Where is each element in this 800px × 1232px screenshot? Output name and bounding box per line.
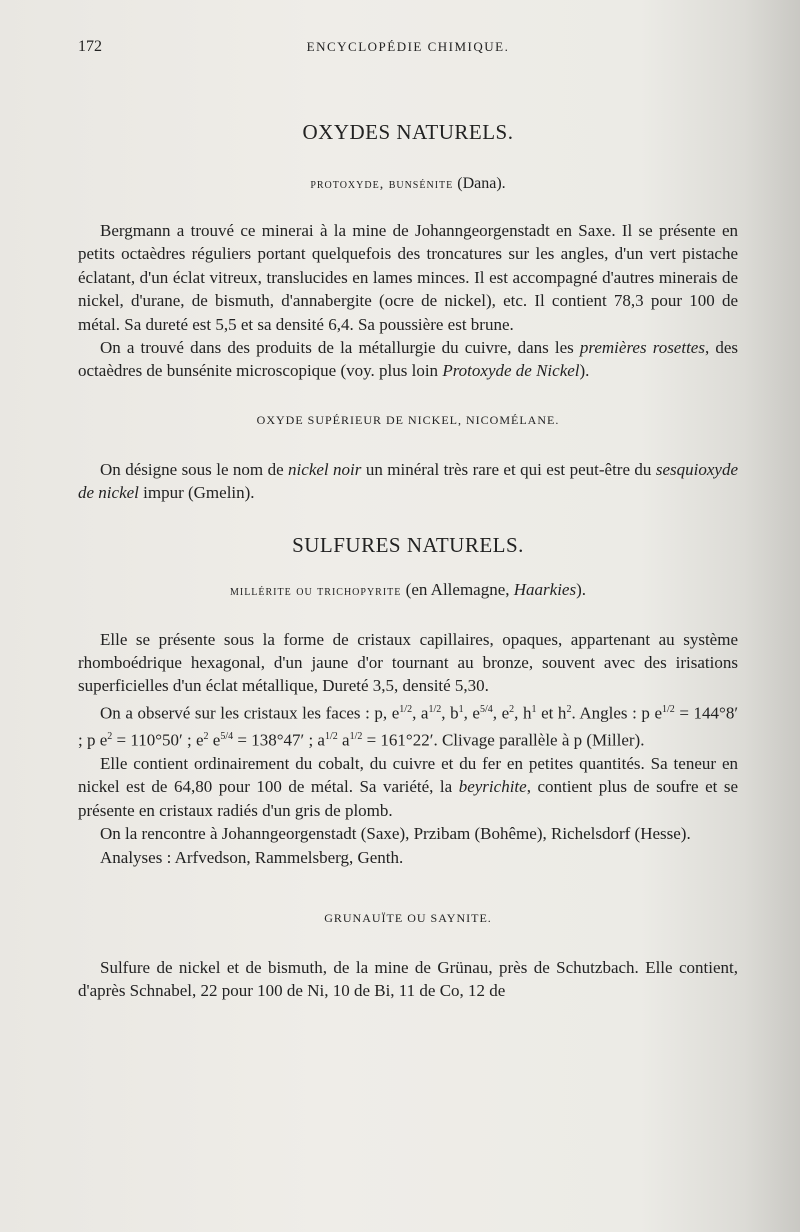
subsection-title-bunsenite (78, 175, 738, 193)
text-run: On a trouvé dans des produits de la métallurgie du cuivre, dans les (100, 338, 580, 358)
paragraph-millerite-faces (78, 698, 738, 752)
superscript: 1/2 (324, 730, 338, 742)
italic-text: beyrichite (458, 777, 527, 797)
superscript: 2 (107, 730, 113, 742)
paragraph-millerite-description: Elle se présente sous la forme de cristaux capillaires, opaques, appartenant au système rhomboédrique hexagonal, d'un jaune d'or tournant au bronze, souvent avec des irisations superficielles d'un éclat métallique, Dureté 3,5, densité 5,30. (78, 629, 738, 696)
section-title-oxydes: OXYDES NATURELS. (302, 120, 514, 144)
text-run: , e (492, 703, 510, 723)
text-run: = 144°8′ ; p e (78, 703, 739, 750)
paragraph-nickel-noir (78, 458, 738, 505)
superscript: 1/2 (428, 703, 442, 715)
subsection-title-nicomelane: OXYDE SUPÉRIEUR DE NICKEL, NICOMÉLANE. (256, 412, 560, 427)
subsection-title-rest: (Dana). (453, 175, 506, 192)
superscript: 1/2 (349, 730, 363, 742)
italic-text: premières rosettes (579, 338, 705, 358)
text-run: , contient plus de soufre et se présente en cristaux radiés d'un gris de plomb. (78, 777, 739, 820)
text-run: e (208, 730, 221, 750)
section-title-sulfures: SULFURES NATURELS. (292, 532, 524, 557)
text-run: = 161°22′. Clivage parallèle à p (Miller). (362, 730, 645, 750)
book-page (78, 38, 738, 1003)
text-run: = 110°50′ ; e (112, 730, 204, 750)
text-run: , e (463, 703, 480, 723)
superscript: 2 (566, 703, 572, 715)
text-run: ). (576, 579, 587, 599)
paragraph-grunauite: Sulfure de nickel et de bismuth, de la mine de Grünau, près de Schutzbach. Elle contient, d'après Schnabel, 22 pour 100 de Ni, 10 de Bi, 11 de Co, 12 de (78, 958, 738, 1001)
subsection-title-grunauite: GRUNAUÏTE OU SAYNITE. (324, 911, 492, 926)
text-run: , b (441, 703, 459, 723)
paragraph-bunsenite-description: Bergmann a trouvé ce minerai à la mine de Johanngeorgenstadt en Saxe. Il se présente en petits octaèdres réguliers portant quelquefois des troncatures sur les angles, d'un vert pistache éclatant, d'un éclat vitreux, translucides en lames minces. Il est accompagné d'autres minerais de nickel, d'urane, de bismuth, d'annabergite (ocre de nickel), etc. Il contient 78,3 pour 100 de métal. Sa dureté est 5,5 et sa densité 6,4. Sa poussière est brune. (78, 221, 738, 334)
superscript: 2 (203, 730, 209, 742)
superscript: 1/2 (662, 703, 675, 715)
page-number: 172 (78, 38, 102, 55)
superscript: 5/4 (220, 730, 234, 742)
subsection-title-sc: millérite ou trichopyrite (229, 583, 402, 599)
superscript: 1/2 (399, 703, 413, 715)
italic-text: Protoxyde de Nickel (442, 361, 580, 381)
paragraph-millerite-localities: On la rencontre à Johanngeorgenstadt (Saxe), Przibam (Bohême), Richelsdorf (Hesse). (100, 824, 691, 844)
text-run: impur (Gmelin). (138, 483, 255, 503)
text-run: On a observé sur les cristaux les faces : p, e (100, 703, 400, 723)
superscript: 2 (509, 703, 515, 715)
text-run: , des octaèdres de bunsénite microscopique (voy. plus loin (78, 338, 738, 381)
text-run: . Angles : p e (571, 703, 663, 723)
running-header (78, 38, 738, 68)
text-run: (en Allemagne, (401, 579, 514, 599)
subsection-title-sc: protoxyde, bunsénite (310, 177, 454, 192)
superscript: 1 (458, 703, 464, 715)
text-run: un minéral très rare et qui est peut-être du (361, 459, 656, 479)
italic-text: sesquioxyde de nickel (78, 459, 738, 503)
text-run: = 138°47′ ; a (233, 730, 325, 750)
paragraph-bunsenite-metallurgy (78, 336, 738, 383)
italic-text: Haarkies (513, 579, 577, 599)
text-run: , a (412, 703, 429, 723)
text-run: et h (536, 703, 567, 723)
text-run: a (337, 730, 350, 750)
text-run: Elle contient ordinairement du cobalt, du cuivre et du fer en petites quantités. Sa teneur en nickel est de 64,80 pour 100 de métal. Sa variété, la (78, 754, 738, 797)
paragraph-millerite-composition (78, 752, 738, 822)
italic-text: nickel noir (288, 459, 362, 479)
text-run: , h (514, 703, 532, 723)
superscript: 1 (531, 703, 537, 715)
text-run: ). (579, 361, 590, 381)
running-title: ENCYCLOPÉDIE CHIMIQUE. (306, 39, 510, 54)
text-run: On désigne sous le nom de (100, 459, 289, 479)
paragraph-millerite-analyses: Analyses : Arfvedson, Rammelsberg, Genth. (100, 847, 404, 867)
subsection-title-millerite (78, 580, 738, 600)
superscript: 5/4 (479, 703, 493, 715)
